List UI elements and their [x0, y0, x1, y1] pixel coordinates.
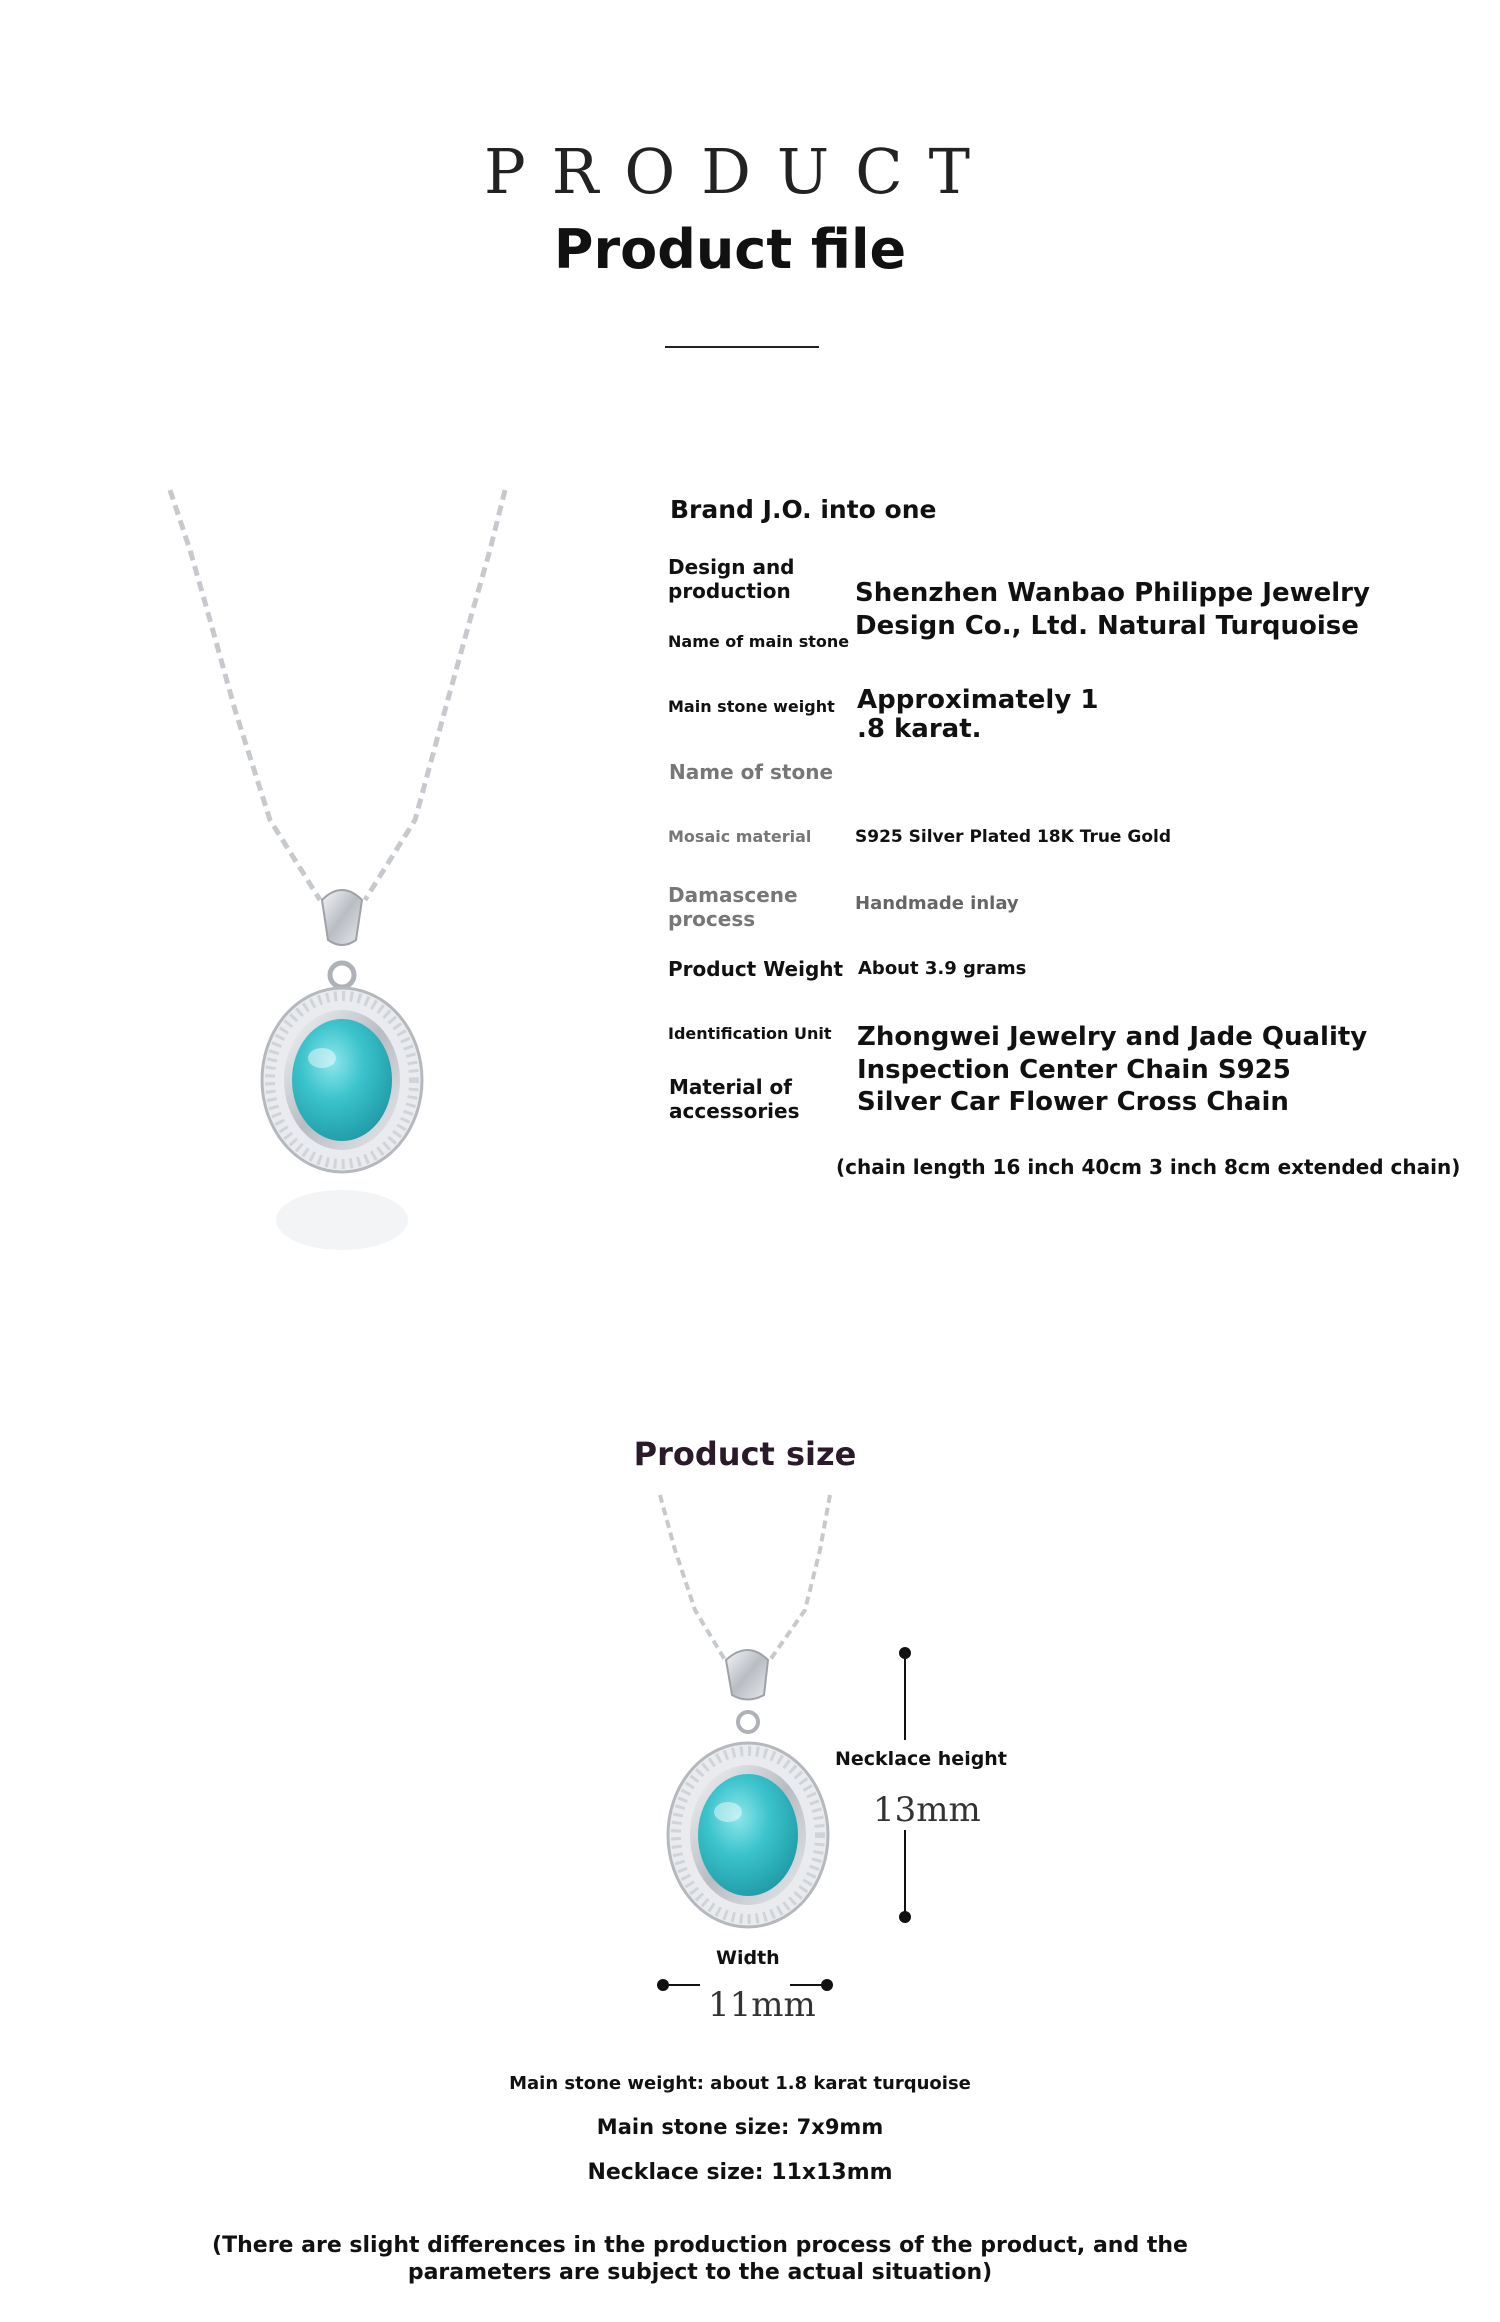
stone-name-label: Name of stone: [669, 760, 834, 784]
height-value: 13mm: [873, 1790, 981, 1830]
size-section-title: Product size: [633, 1435, 857, 1473]
width-value: 11mm: [708, 1985, 816, 2025]
chain-note: (chain length 16 inch 40cm 3 inch 8cm extended chain): [836, 1155, 1461, 1179]
damascene-label: Damascene process: [668, 883, 798, 931]
identification-label: Identification Unit: [668, 1024, 832, 1043]
brand-text: Brand J.O. into one: [670, 495, 937, 524]
disclaimer-line-1: (There are slight differences in the production process of the product, and the: [212, 2233, 1188, 2258]
accessories-label: Material of accessories: [669, 1075, 800, 1123]
main-stone-name-label: Name of main stone: [668, 632, 850, 651]
main-stone-weight-value-2: .8 karat.: [857, 714, 982, 744]
header-title-en: PRODUCT: [484, 135, 996, 208]
page-title: Product file: [553, 218, 907, 281]
identification-value: Zhongwei Jewelry and Jade Quality Inspection Center Chain S925 Silver Car Flower Cross Chain: [857, 1022, 1368, 1117]
disclaimer-line-2: parameters are subject to the actual situation): [407, 2260, 993, 2285]
height-label: Necklace height: [835, 1748, 1007, 1770]
width-label: Width: [716, 1947, 780, 1969]
necklace-size-note: Necklace size: 11x13mm: [587, 2160, 893, 2185]
design-label: Design and production: [668, 555, 795, 603]
mosaic-label: Mosaic material: [668, 827, 812, 846]
damascene-value: Handmade inlay: [855, 893, 1019, 914]
pendant-necklace-image: [150, 480, 540, 1280]
pendant-size-image: [640, 1490, 870, 1970]
main-stone-size-note: Main stone size: 7x9mm: [596, 2115, 884, 2139]
main-stone-weight-value-1: Approximately 1: [857, 685, 1099, 715]
height-dimension-line: [895, 1645, 915, 1925]
mosaic-value: S925 Silver Plated 18K True Gold: [855, 827, 1172, 847]
weight-value: About 3.9 grams: [858, 958, 1027, 979]
header-divider: [665, 346, 819, 348]
main-stone-weight-note: Main stone weight: about 1.8 karat turquoise: [509, 2073, 971, 2094]
main-stone-weight-label: Main stone weight: [668, 697, 835, 716]
weight-label: Product Weight: [668, 957, 844, 981]
design-value: Shenzhen Wanbao Philippe Jewelry Design Co., Ltd. Natural Turquoise: [855, 578, 1370, 641]
